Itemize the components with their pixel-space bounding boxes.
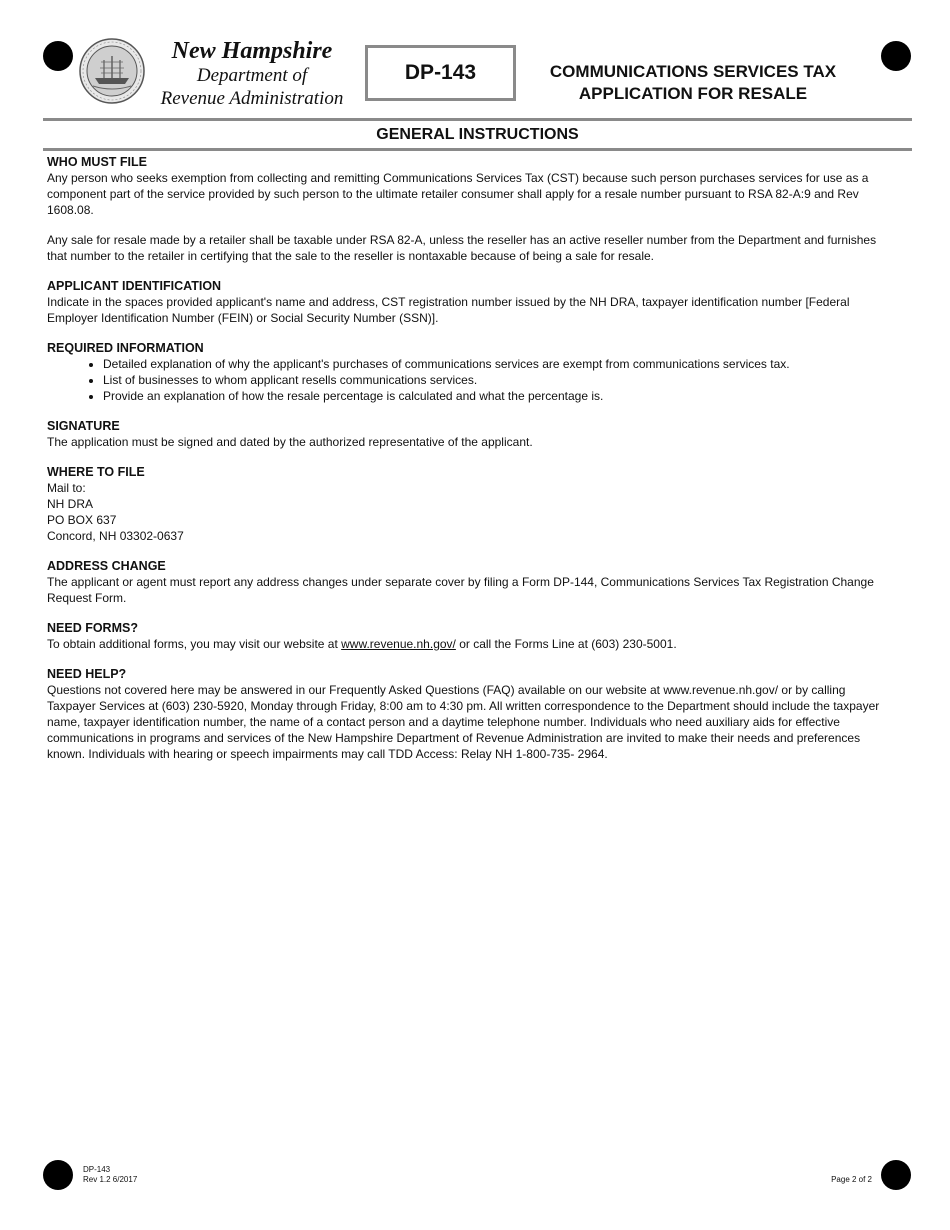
address-change-section: [47, 558, 897, 606]
instructions-body: [47, 154, 897, 776]
form-number-box: [365, 45, 516, 101]
signature-paragraph: The application must be signed and dated by the authorized representative of the applicant.: [47, 435, 533, 449]
form-number: DP-143: [404, 61, 477, 84]
required-information-heading: REQUIRED INFORMATION: [47, 341, 204, 355]
form-title: [528, 61, 858, 105]
who-must-file-section-2: [47, 232, 897, 264]
mail-to-line: Mail to:: [47, 481, 86, 495]
agency-line-2: Revenue Administration: [160, 88, 344, 109]
applicant-identification-heading: APPLICANT IDENTIFICATION: [47, 279, 222, 293]
address-change-paragraph: The applicant or agent must report any address changes under separate cover by filing a Form DP-144, Communications Services Tax Registration Change Request Form.: [47, 575, 874, 605]
registration-mark-top-right: [881, 41, 911, 71]
signature-section: [47, 418, 897, 450]
website-link[interactable]: www.revenue.nh.gov/: [341, 637, 456, 651]
need-forms-text-before: To obtain additional forms, you may visit our website at: [47, 637, 342, 651]
registration-mark-top-left: [43, 41, 73, 71]
page-number: Page 2 of 2: [831, 1175, 872, 1184]
who-must-file-section: [47, 154, 897, 218]
footer-form-number: DP-143: [83, 1165, 111, 1174]
agency-name: New Hampshire: [171, 38, 333, 64]
header-rule-bottom: [43, 148, 912, 151]
required-information-list: [47, 356, 897, 404]
list-item: • List of businesses to whom applicant resells communications services.: [103, 372, 897, 388]
who-must-file-heading: WHO MUST FILE: [47, 155, 147, 169]
where-to-file-heading: WHERE TO FILE: [47, 465, 145, 479]
applicant-identification-section: [47, 278, 897, 326]
footer-form-info: [83, 1165, 137, 1185]
need-forms-heading: NEED FORMS?: [47, 621, 138, 635]
header-rule-top: [43, 118, 912, 121]
address-change-heading: ADDRESS CHANGE: [47, 559, 166, 573]
applicant-identification-paragraph: Indicate in the spaces provided applicant's name and address, CST registration number issued by the NH DRA, taxpayer identification number [Federal Employer Identification Number (FEIN) or Social Security Number (SSN)].: [47, 295, 850, 325]
state-seal-icon: [79, 38, 145, 104]
section-title: GENERAL INSTRUCTIONS: [376, 126, 579, 143]
form-title-line-2: APPLICATION FOR RESALE: [578, 84, 808, 103]
footer-revision: Rev 1.2 6/2017: [83, 1175, 138, 1184]
need-help-section: [47, 666, 897, 762]
address-line-1: NH DRA: [47, 497, 94, 511]
who-must-file-paragraph-2: Any sale for resale made by a retailer shall be taxable under RSA 82-A, unless the reseller has an active reseller number from the Department and furnishes that number to the retailer in certifying that the sale to the reseller is nontaxable because of being a sale for resale.: [47, 233, 877, 263]
need-forms-text-after: or call the Forms Line at (603) 230-5001.: [455, 637, 677, 651]
need-help-heading: NEED HELP?: [47, 667, 127, 681]
need-forms-paragraph: [47, 636, 897, 652]
form-title-line-1: COMMUNICATIONS SERVICES TAX: [549, 62, 837, 81]
list-item: • Provide an explanation of how the resale percentage is calculated and what the percentage is.: [103, 388, 897, 404]
need-forms-section: [47, 620, 897, 652]
need-help-paragraph: Questions not covered here may be answered in our Frequently Asked Questions (FAQ) available on our website at www.revenue.nh.gov/ or by calling Taxpayer Services at (603) 230-5920, Monday through Friday, 8:00 am to 4:30 pm. All written correspondence to the Department should include the taxpayer name, taxpayer identification number, the name of a contact person and a daytime telephone number. Individuals who need auxiliary aids for effective communications in programs and services of the New Hampshire Department of Revenue Administration are invited to make their needs and preferences known. Individuals with hearing or speech impairments may call TDD Access: Relay NH 1-800-735- 2964.: [47, 683, 880, 761]
list-item: • Detailed explanation of why the applicant's purchases of communications services are exempt from communications services tax.: [103, 356, 897, 372]
signature-heading: SIGNATURE: [47, 419, 120, 433]
who-must-file-paragraph-1: Any person who seeks exemption from collecting and remitting Communications Services Tax (CST) because such person purchases services for use as a component part of the service provided by such person to the ultimate retailer consumer shall apply for a resale number pursuant to RSA 82-A:9 and Rev 1608.08.: [47, 171, 869, 217]
registration-mark-bottom-left: [43, 1160, 73, 1190]
registration-mark-bottom-right: [881, 1160, 911, 1190]
address-line-2: PO BOX 637: [47, 513, 117, 527]
agency-block: [146, 38, 358, 110]
required-information-section: [47, 340, 897, 404]
address-line-3: Concord, NH 03302-0637: [47, 529, 184, 543]
where-to-file-section: [47, 464, 897, 544]
agency-line-1: Department of: [196, 65, 308, 86]
